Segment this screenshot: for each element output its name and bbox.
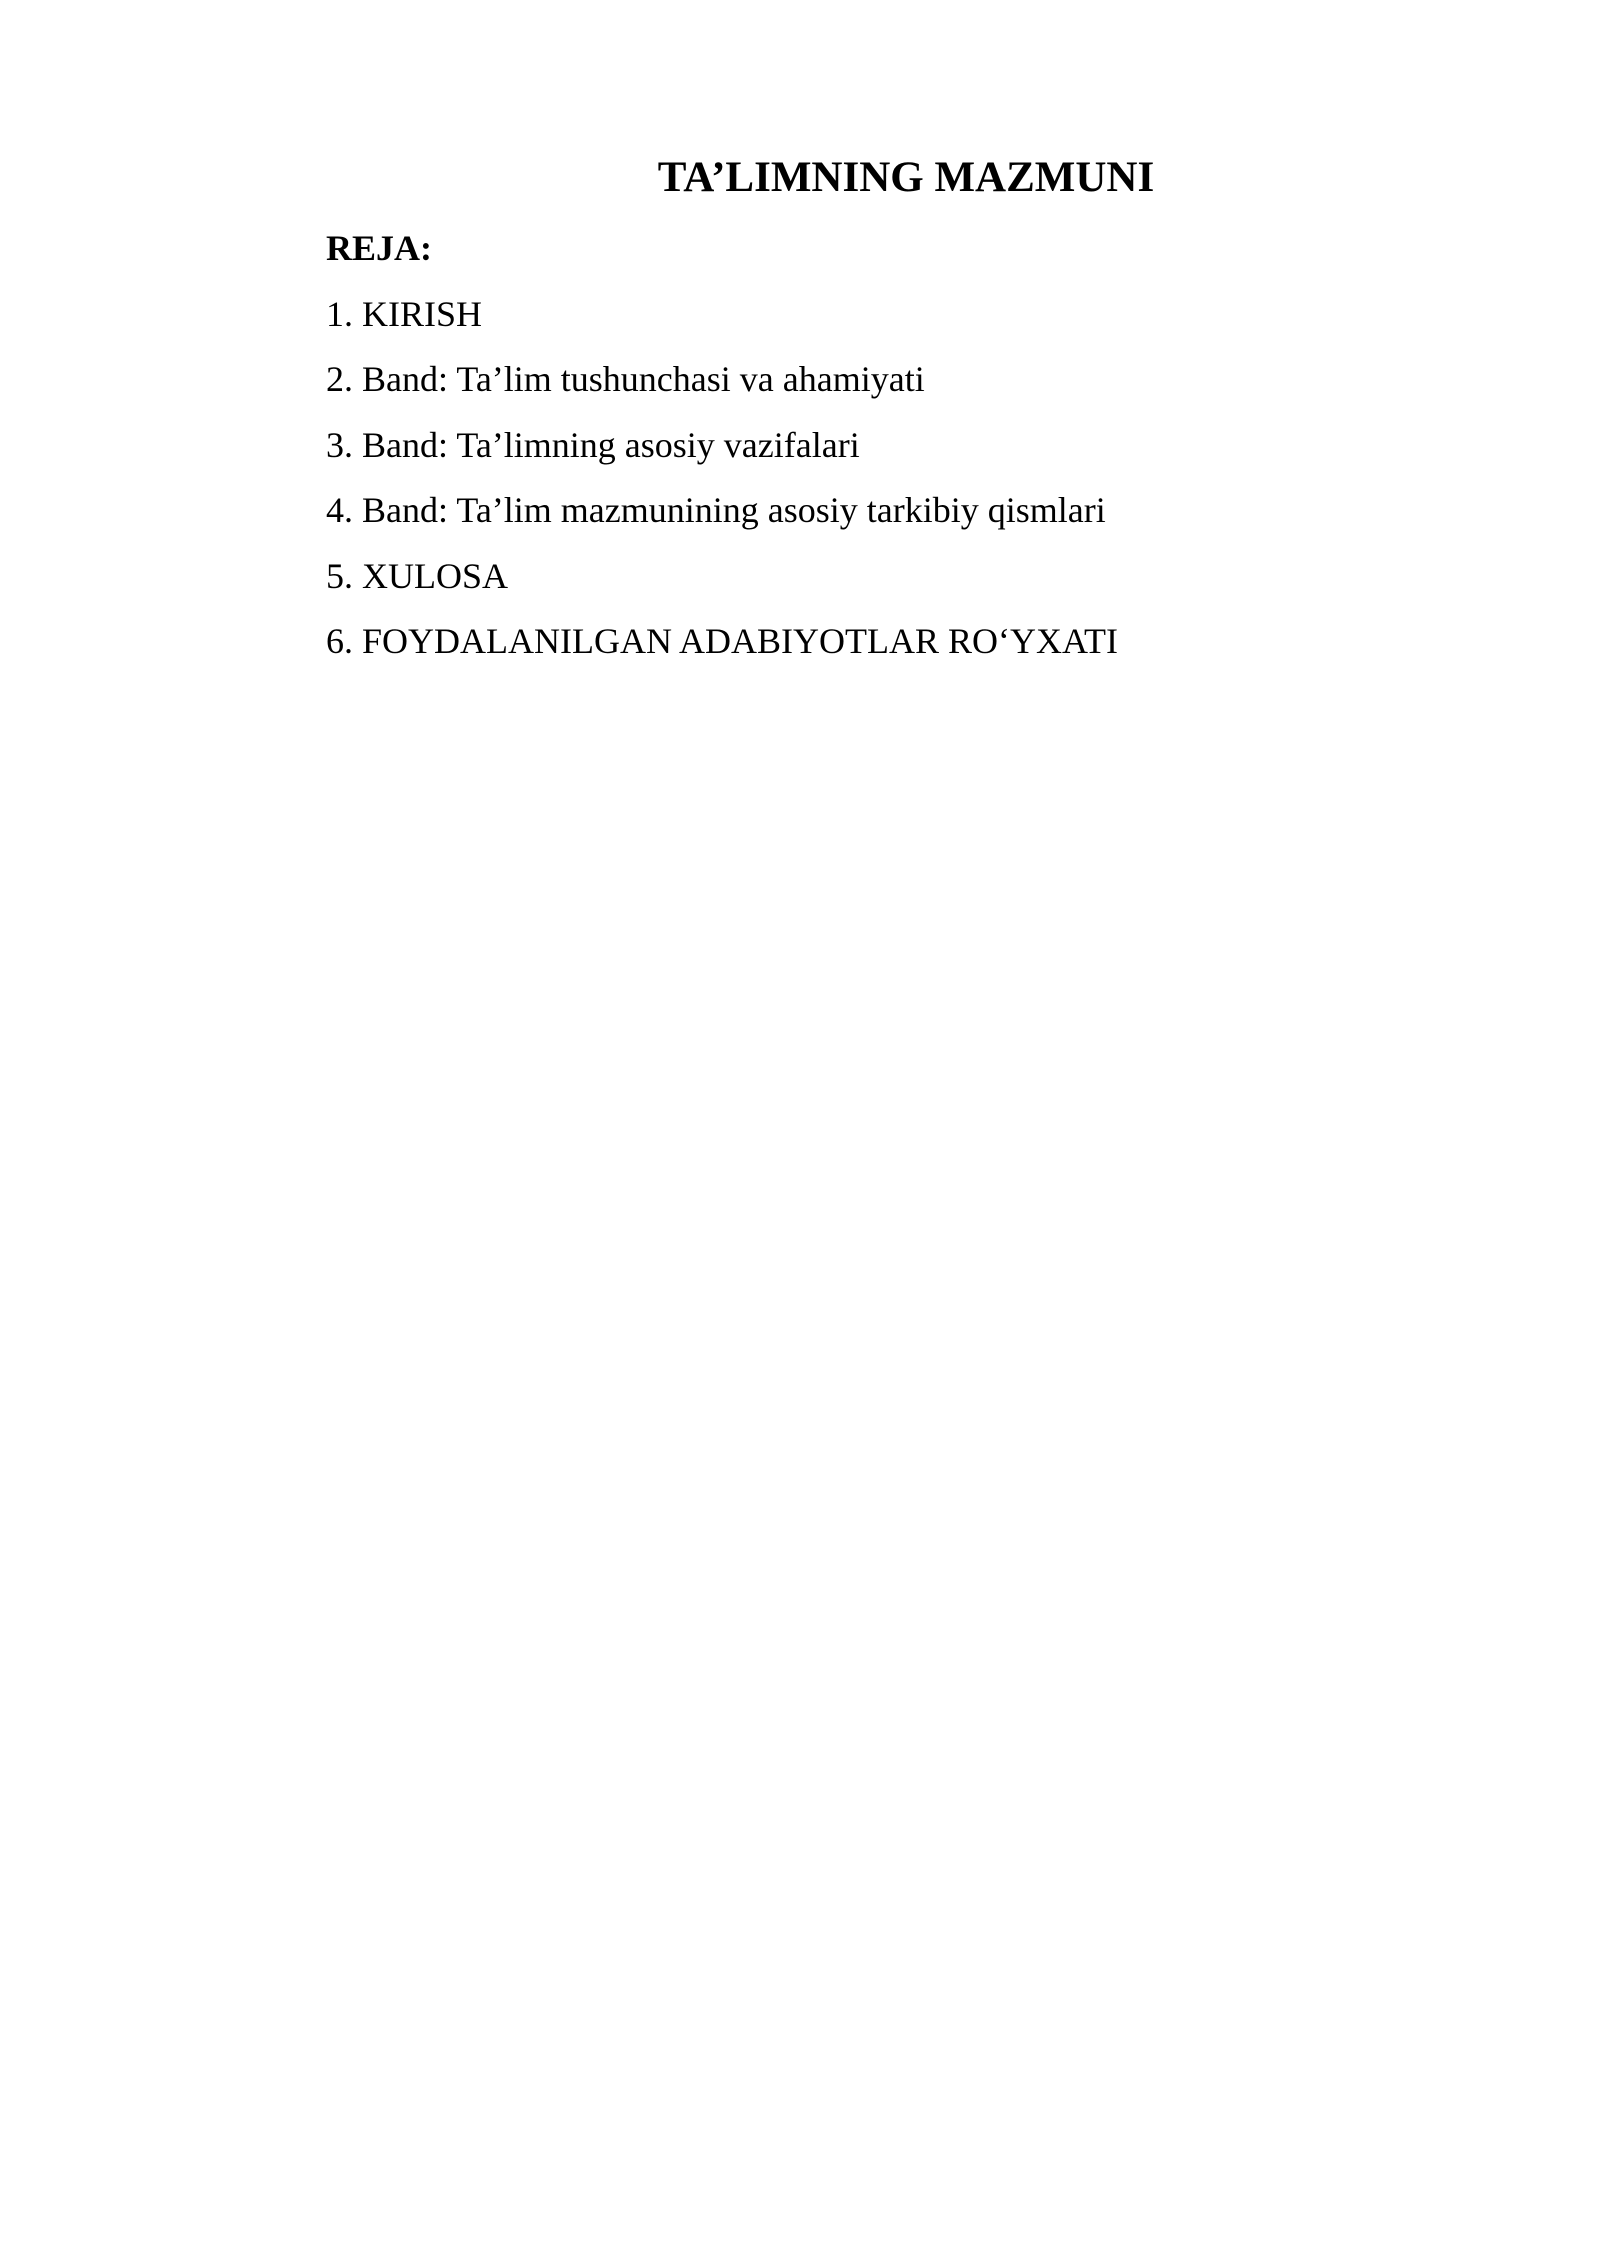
- plan-item-references: 6. FOYDALANILGAN ADABIYOTLAR RO‘YXATI: [326, 620, 1118, 661]
- plan-item-concept: 2. Band: Ta’lim tushunchasi va ahamiyati: [326, 359, 925, 400]
- plan-item-conclusion: 5. XULOSA: [326, 555, 509, 596]
- plan-heading: REJA:: [326, 228, 432, 268]
- plan-item-components: 4. Band: Ta’lim mazmunining asosiy tarkibiy qismlari: [326, 490, 1106, 531]
- plan-item-introduction: 1. KIRISH: [326, 294, 483, 334]
- plan-list: [326, 292, 1118, 684]
- plan-item-tasks: 3. Band: Ta’limning asosiy vazifalari: [326, 424, 860, 465]
- document-title: TA’LIMNING MAZMUNI: [657, 154, 1155, 201]
